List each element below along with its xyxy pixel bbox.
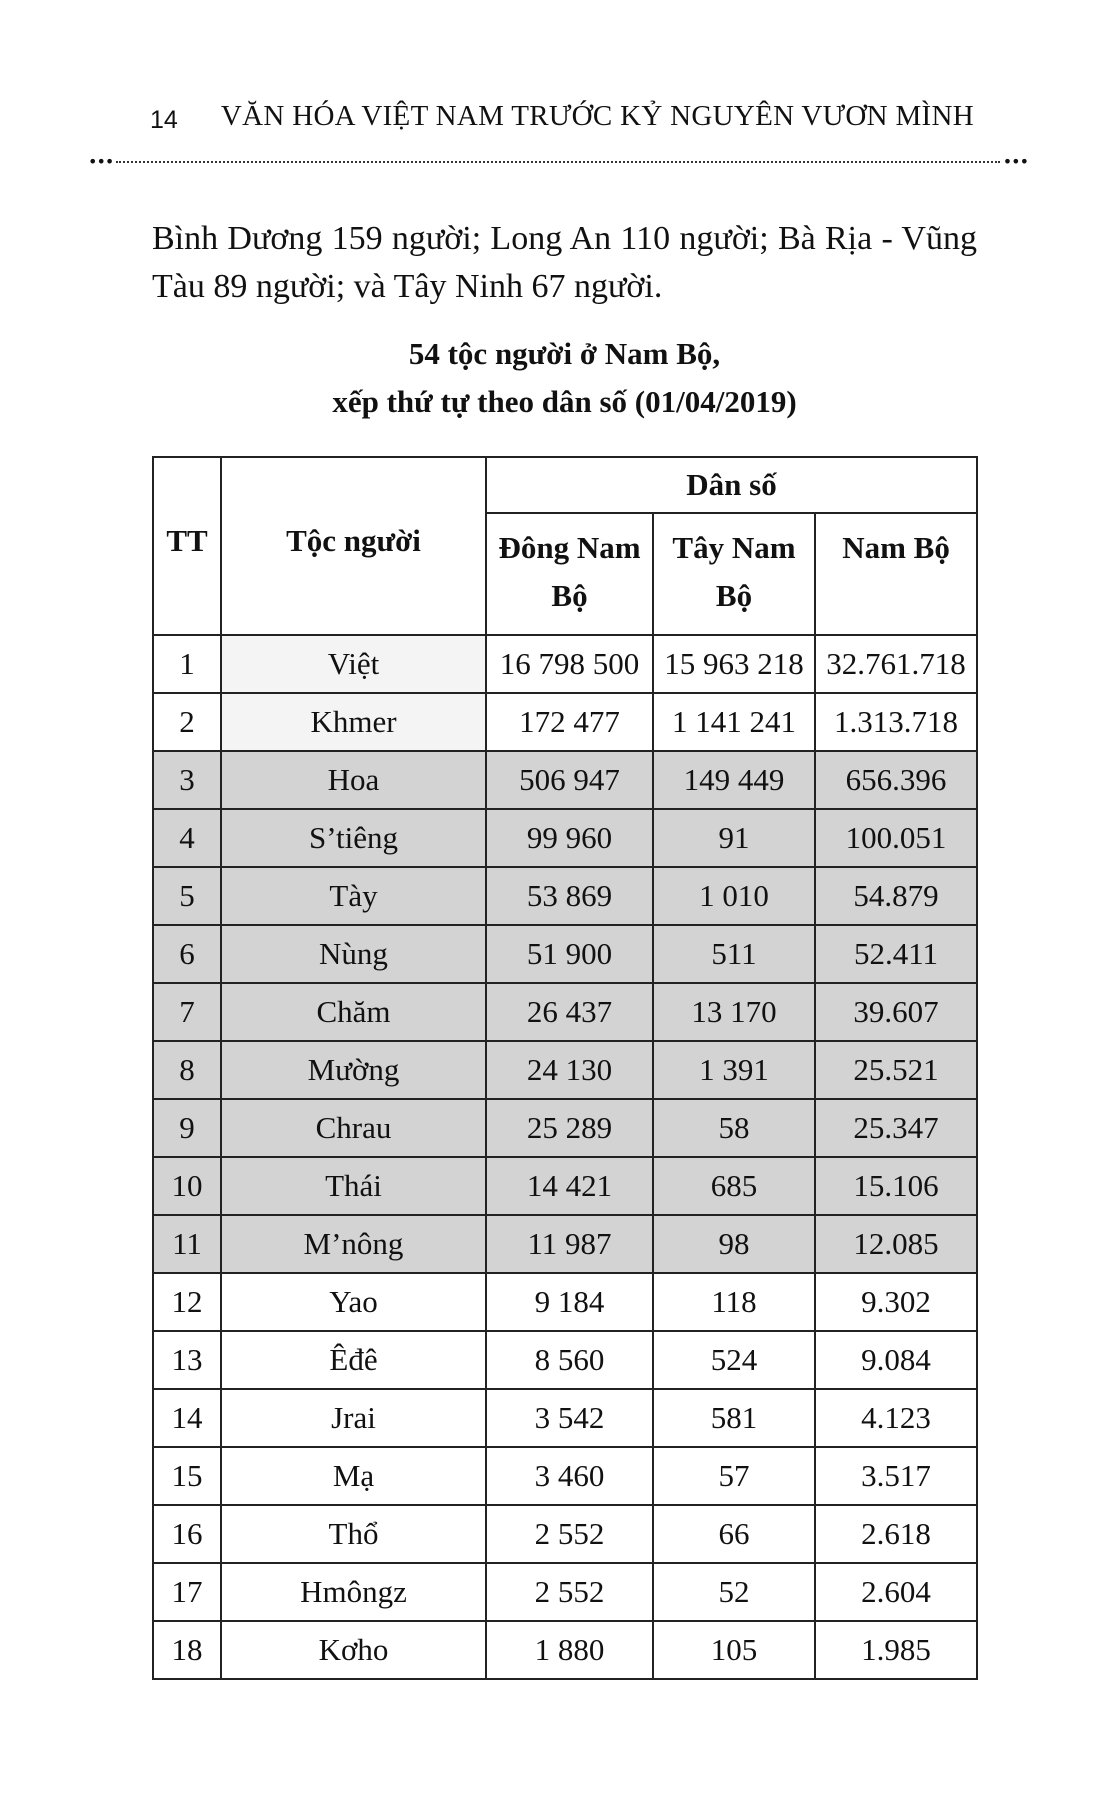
- southeast-population-cell: 24 130: [486, 1041, 653, 1099]
- header-population: Dân số: [486, 457, 977, 513]
- southwest-population-cell: 98: [653, 1215, 815, 1273]
- header-southwest: Tây Nam Bộ: [653, 513, 815, 635]
- ethnic-name-cell: M’nông: [221, 1215, 486, 1273]
- south-total-cell: 100.051: [815, 809, 977, 867]
- row-number-cell: 13: [153, 1331, 221, 1389]
- page-number: 14: [150, 106, 178, 134]
- table-row: [153, 1215, 977, 1273]
- southeast-population-cell: 8 560: [486, 1331, 653, 1389]
- row-number-cell: 17: [153, 1563, 221, 1621]
- southwest-population-cell: 1 391: [653, 1041, 815, 1099]
- row-number-cell: 2: [153, 693, 221, 751]
- population-table: [152, 456, 978, 1680]
- table-row: [153, 867, 977, 925]
- ethnic-name-cell: Jrai: [221, 1389, 486, 1447]
- row-number-cell: 1: [153, 635, 221, 693]
- south-total-cell: 4.123: [815, 1389, 977, 1447]
- table-row: [153, 983, 977, 1041]
- southeast-population-cell: 26 437: [486, 983, 653, 1041]
- southwest-population-cell: 15 963 218: [653, 635, 815, 693]
- southeast-population-cell: 9 184: [486, 1273, 653, 1331]
- running-head: [150, 96, 974, 140]
- ethnic-name-cell: Khmer: [221, 693, 486, 751]
- table-row: [153, 1273, 977, 1331]
- southwest-population-cell: 685: [653, 1157, 815, 1215]
- table-row: [153, 693, 977, 751]
- ethnic-name-cell: Hoa: [221, 751, 486, 809]
- row-number-cell: 18: [153, 1621, 221, 1679]
- header-dotted-rule: [88, 152, 1028, 171]
- southwest-population-cell: 52: [653, 1563, 815, 1621]
- row-number-cell: 7: [153, 983, 221, 1041]
- ornament-right: •••: [1002, 152, 1028, 171]
- ethnic-name-cell: Mường: [221, 1041, 486, 1099]
- south-total-cell: 9.302: [815, 1273, 977, 1331]
- table-body: [153, 635, 977, 1679]
- table-row: [153, 1157, 977, 1215]
- southeast-population-cell: 25 289: [486, 1099, 653, 1157]
- southeast-population-cell: 53 869: [486, 867, 653, 925]
- table-row: [153, 809, 977, 867]
- ethnic-name-cell: Tày: [221, 867, 486, 925]
- south-total-cell: 15.106: [815, 1157, 977, 1215]
- south-total-cell: 25.521: [815, 1041, 977, 1099]
- table-caption: [152, 330, 977, 426]
- ethnic-name-cell: Nùng: [221, 925, 486, 983]
- table-row: [153, 1447, 977, 1505]
- ethnic-name-cell: Hmôngz: [221, 1563, 486, 1621]
- dotted-line: [116, 161, 1000, 163]
- south-total-cell: 39.607: [815, 983, 977, 1041]
- ethnic-name-cell: Thổ: [221, 1505, 486, 1563]
- table-row: [153, 635, 977, 693]
- southwest-population-cell: 66: [653, 1505, 815, 1563]
- southeast-population-cell: 3 460: [486, 1447, 653, 1505]
- ethnic-name-cell: Thái: [221, 1157, 486, 1215]
- southwest-population-cell: 91: [653, 809, 815, 867]
- southeast-population-cell: 2 552: [486, 1505, 653, 1563]
- southwest-population-cell: 511: [653, 925, 815, 983]
- table-row: [153, 1331, 977, 1389]
- southwest-population-cell: 524: [653, 1331, 815, 1389]
- southwest-population-cell: 1 010: [653, 867, 815, 925]
- header-southeast: Đông Nam Bộ: [486, 513, 653, 635]
- southeast-population-cell: 3 542: [486, 1389, 653, 1447]
- table-row: [153, 1563, 977, 1621]
- table-row: [153, 1621, 977, 1679]
- southwest-population-cell: 13 170: [653, 983, 815, 1041]
- row-number-cell: 14: [153, 1389, 221, 1447]
- ornament-left: •••: [88, 152, 114, 171]
- southwest-population-cell: 149 449: [653, 751, 815, 809]
- caption-line-1: 54 tộc người ở Nam Bộ,: [408, 336, 721, 371]
- south-total-cell: 1.313.718: [815, 693, 977, 751]
- southeast-population-cell: 172 477: [486, 693, 653, 751]
- ethnic-name-cell: S’tiêng: [221, 809, 486, 867]
- southwest-population-cell: 57: [653, 1447, 815, 1505]
- header-ethnic-group: Tộc người: [221, 457, 486, 635]
- row-number-cell: 8: [153, 1041, 221, 1099]
- row-number-cell: 4: [153, 809, 221, 867]
- ethnic-name-cell: Chăm: [221, 983, 486, 1041]
- southeast-population-cell: 11 987: [486, 1215, 653, 1273]
- southwest-population-cell: 105: [653, 1621, 815, 1679]
- header-tt: TT: [153, 457, 221, 635]
- southeast-population-cell: 2 552: [486, 1563, 653, 1621]
- row-number-cell: 10: [153, 1157, 221, 1215]
- ethnic-name-cell: Việt: [221, 635, 486, 693]
- southwest-population-cell: 581: [653, 1389, 815, 1447]
- south-total-cell: 2.618: [815, 1505, 977, 1563]
- ethnic-name-cell: Chrau: [221, 1099, 486, 1157]
- southwest-population-cell: 58: [653, 1099, 815, 1157]
- south-total-cell: 2.604: [815, 1563, 977, 1621]
- south-total-cell: 9.084: [815, 1331, 977, 1389]
- southeast-population-cell: 506 947: [486, 751, 653, 809]
- ethnic-name-cell: Mạ: [221, 1447, 486, 1505]
- row-number-cell: 11: [153, 1215, 221, 1273]
- southeast-population-cell: 99 960: [486, 809, 653, 867]
- southeast-population-cell: 51 900: [486, 925, 653, 983]
- row-number-cell: 12: [153, 1273, 221, 1331]
- ethnic-name-cell: Yao: [221, 1273, 486, 1331]
- table-row: [153, 1389, 977, 1447]
- row-number-cell: 9: [153, 1099, 221, 1157]
- caption-line-2: xếp thứ tự theo dân số (01/04/2019): [332, 384, 797, 419]
- row-number-cell: 5: [153, 867, 221, 925]
- row-number-cell: 3: [153, 751, 221, 809]
- ethnic-name-cell: Êđê: [221, 1331, 486, 1389]
- ethnic-name-cell: Kơho: [221, 1621, 486, 1679]
- south-total-cell: 656.396: [815, 751, 977, 809]
- south-total-cell: 32.761.718: [815, 635, 977, 693]
- south-total-cell: 54.879: [815, 867, 977, 925]
- body-paragraph: Bình Dương 159 người; Long An 110 người; Bà Rịa - Vũng Tàu 89 người; và Tây Ninh 67 người.: [152, 220, 977, 305]
- table-row: [153, 751, 977, 809]
- table-row: [153, 925, 977, 983]
- row-number-cell: 16: [153, 1505, 221, 1563]
- table-row: [153, 1505, 977, 1563]
- southwest-population-cell: 118: [653, 1273, 815, 1331]
- header-south: Nam Bộ: [815, 513, 977, 635]
- south-total-cell: 25.347: [815, 1099, 977, 1157]
- southeast-population-cell: 1 880: [486, 1621, 653, 1679]
- southeast-population-cell: 16 798 500: [486, 635, 653, 693]
- south-total-cell: 3.517: [815, 1447, 977, 1505]
- south-total-cell: 1.985: [815, 1621, 977, 1679]
- table-row: [153, 1099, 977, 1157]
- south-total-cell: 52.411: [815, 925, 977, 983]
- south-total-cell: 12.085: [815, 1215, 977, 1273]
- table-row: [153, 1041, 977, 1099]
- southeast-population-cell: 14 421: [486, 1157, 653, 1215]
- southwest-population-cell: 1 141 241: [653, 693, 815, 751]
- row-number-cell: 15: [153, 1447, 221, 1505]
- running-title: VĂN HÓA VIỆT NAM TRƯỚC KỶ NGUYÊN VƯƠN MÌNH: [220, 100, 974, 132]
- row-number-cell: 6: [153, 925, 221, 983]
